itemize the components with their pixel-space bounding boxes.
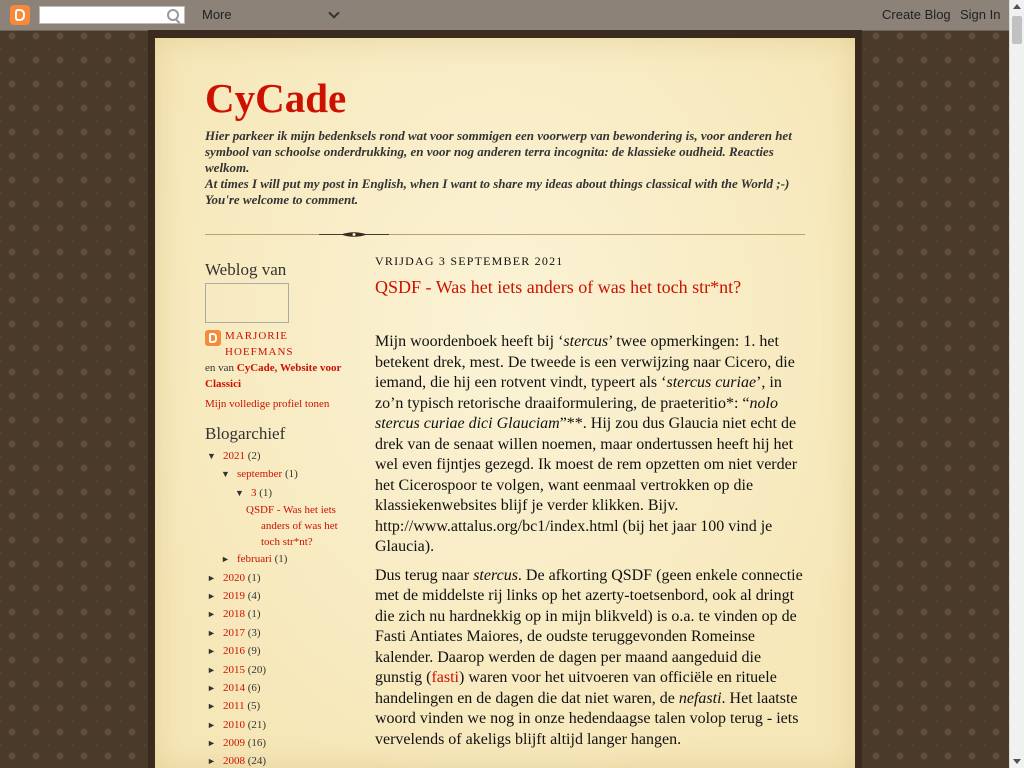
archive-item — [205, 716, 355, 734]
archive-link[interactable]: 2011 — [223, 700, 245, 713]
archive-link[interactable]: 2010 — [223, 718, 245, 731]
blog-page — [155, 38, 855, 768]
collapse-toggle-icon[interactable]: ▼ — [207, 451, 216, 461]
profile-en-van — [205, 360, 355, 392]
scroll-up-arrow-icon[interactable] — [1013, 4, 1021, 9]
expand-toggle-icon[interactable]: ► — [207, 590, 216, 601]
sidebar — [205, 260, 355, 768]
create-blog-link[interactable]: Create Blog — [882, 7, 951, 22]
search-input[interactable] — [39, 6, 185, 24]
collapse-toggle-icon[interactable]: ▼ — [221, 469, 230, 480]
more-dropdown[interactable]: More — [202, 7, 232, 22]
blogger-logo-icon[interactable] — [10, 5, 30, 25]
expand-toggle-icon[interactable]: ► — [207, 738, 216, 749]
archive-count: (1) — [247, 608, 261, 621]
expand-toggle-icon[interactable]: ► — [207, 701, 216, 712]
scrollbar-thumb[interactable] — [1012, 16, 1022, 44]
blog-description — [205, 128, 805, 208]
archive-link[interactable]: februari — [237, 553, 272, 566]
post — [375, 254, 807, 758]
archive-count: (2) — [247, 450, 261, 462]
cycade-website-link[interactable]: CyCade, Website voor Classici — [205, 362, 342, 390]
archive-list — [205, 447, 355, 768]
archive-link[interactable]: 2015 — [223, 663, 245, 676]
paragraph-1: Mijn woordenboek heeft bij ‘stercus’ twee opmerkingen: 1. het betekent drek, mest. De tweede is een verwijzing naar Cicero, die iemand, die hij een rotvent vindt, typeert als ‘stercus curiae’, in zo’n typisch retorische draaiformulering, de praeteritio*: “nolo stercus curiae dici Glauciam”**. Hij zou dus Glaucia niet echt de drek van de senaat willen noemen, maar ondertussen heeft hij het wel even fijntjes gezegd. Ik moest de rem opzetten om niet verder het Cicerospoor te volgen, want eenmaal vertrokken op die klassiekenwebsites blijf je verder klikken. Bijv. http://www.attalus.org/bc1/index.html (bij het jaar 100 vind je Glaucia). — [375, 333, 798, 555]
en-van-prefix: en van — [205, 362, 237, 374]
collapse-toggle-icon[interactable]: ▼ — [235, 487, 244, 498]
archive-link[interactable]: 2018 — [223, 608, 245, 621]
archive-count: (5) — [247, 700, 261, 713]
description-en: At times I will put my post in English, when I want to share my ideas about things classical with the World ;-) You're welcome to comment. — [205, 176, 790, 207]
expand-toggle-icon[interactable]: ► — [207, 609, 216, 620]
archive-count: (1) — [247, 571, 261, 584]
blog-archive — [205, 424, 355, 768]
fasti-link[interactable]: fasti — [431, 669, 459, 686]
archive-count: (20) — [247, 663, 267, 676]
author-name-link[interactable]: MARJORIE HOEFMANS — [225, 330, 294, 358]
archive-link[interactable]: 2009 — [223, 737, 245, 750]
archive-count: (16) — [247, 737, 267, 750]
archive-item — [205, 661, 355, 679]
archive-count: (1) — [274, 553, 288, 566]
archive-count: (24) — [247, 755, 267, 768]
blogger-navbar — [0, 0, 1009, 31]
archive-item — [205, 605, 355, 623]
expand-toggle-icon[interactable]: ► — [207, 664, 216, 675]
archive-item — [205, 697, 355, 715]
sign-in-link[interactable]: Sign In — [960, 7, 1001, 22]
chevron-down-icon[interactable] — [328, 7, 339, 18]
archive-post-link[interactable]: QSDF - Was het iets anders of was het toch str*nt? — [246, 504, 338, 549]
archive-count: (4) — [247, 589, 261, 602]
archive-item — [205, 679, 355, 697]
archive-item — [205, 550, 355, 568]
expand-toggle-icon[interactable]: ► — [207, 646, 216, 657]
expand-toggle-icon[interactable]: ► — [207, 682, 216, 693]
archive-item — [205, 587, 355, 605]
archive-item — [205, 465, 355, 483]
archive-item — [205, 447, 355, 465]
profile-author — [205, 328, 355, 360]
expand-toggle-icon[interactable]: ► — [207, 756, 216, 767]
profile-image[interactable] — [205, 283, 289, 323]
expand-toggle-icon[interactable]: ► — [207, 572, 216, 583]
archive-count: (9) — [247, 645, 261, 658]
scroll-down-arrow-icon[interactable] — [1013, 759, 1021, 764]
archive-count: (1) — [284, 468, 298, 481]
expand-toggle-icon[interactable]: ► — [221, 554, 230, 565]
header-divider — [205, 234, 805, 235]
archive-item — [205, 569, 355, 587]
post-title[interactable]: QSDF - Was het iets anders of was het toch str*nt? — [375, 277, 742, 297]
archive-link[interactable]: 2008 — [223, 755, 245, 768]
archive-count: (3) — [247, 626, 261, 639]
divider-ornament-icon — [319, 231, 389, 238]
search-icon[interactable] — [167, 9, 179, 21]
archive-item — [205, 642, 355, 660]
archive-link[interactable]: 2021 — [223, 450, 245, 462]
archive-item — [205, 752, 355, 768]
archive-count: (21) — [247, 718, 267, 731]
expand-toggle-icon[interactable]: ► — [207, 627, 216, 638]
scrollbar[interactable] — [1009, 0, 1024, 768]
full-profile-link[interactable]: Mijn volledige profiel tonen — [205, 398, 330, 410]
blog-title[interactable]: CyCade — [205, 75, 347, 121]
description-nl: Hier parkeer ik mijn bedenksels rond wat voor sommigen een voorwerp van bewondering is, voor anderen het symbool van schoolse onderdrukking, en voor nog anderen terra incognita: de klassieke oudheid. Reacties welkom. — [205, 128, 792, 175]
profile-heading: Weblog van — [205, 260, 287, 279]
archive-link[interactable]: 2017 — [223, 626, 245, 639]
archive-link[interactable]: 2014 — [223, 681, 245, 694]
archive-link[interactable]: 2020 — [223, 571, 245, 584]
archive-link[interactable]: 2019 — [223, 589, 245, 602]
archive-item — [205, 484, 355, 502]
paragraph-2: Dus terug naar stercus. De afkorting QSDF (geen enkele connectie met de middelste rij links op het azerty-toetsenbord, ook al dringt die zich nu hardnekkig op in mijn blikveld) is o.a. te vinden op de Fasti Antiates Maiores, de oudste teruggevonden Romeinse kalender. Daarop werden de dagen per maand aangeduid die gunstig (fasti) waren voor het uitvoeren van officiële en rituele handelingen en de dagen die dat niet waren, de nefasti. Het laatste woord vinden we nog in onze hedendaagse talen volop terug - iets vervelends of akeligs blijft altijd langer hangen. — [375, 566, 803, 748]
archive-link[interactable]: 2016 — [223, 645, 245, 658]
post-date: VRIJDAG 3 SEPTEMBER 2021 — [375, 254, 564, 268]
archive-link[interactable]: september — [237, 468, 283, 481]
post-body — [375, 332, 807, 750]
archive-count: (6) — [247, 681, 261, 694]
archive-item — [205, 624, 355, 642]
archive-heading: Blogarchief — [205, 424, 286, 443]
expand-toggle-icon[interactable]: ► — [207, 719, 216, 730]
archive-count: (1) — [259, 486, 273, 499]
archive-item — [205, 734, 355, 752]
blogger-profile-icon — [205, 330, 221, 346]
archive-link[interactable]: 3 — [251, 486, 257, 499]
